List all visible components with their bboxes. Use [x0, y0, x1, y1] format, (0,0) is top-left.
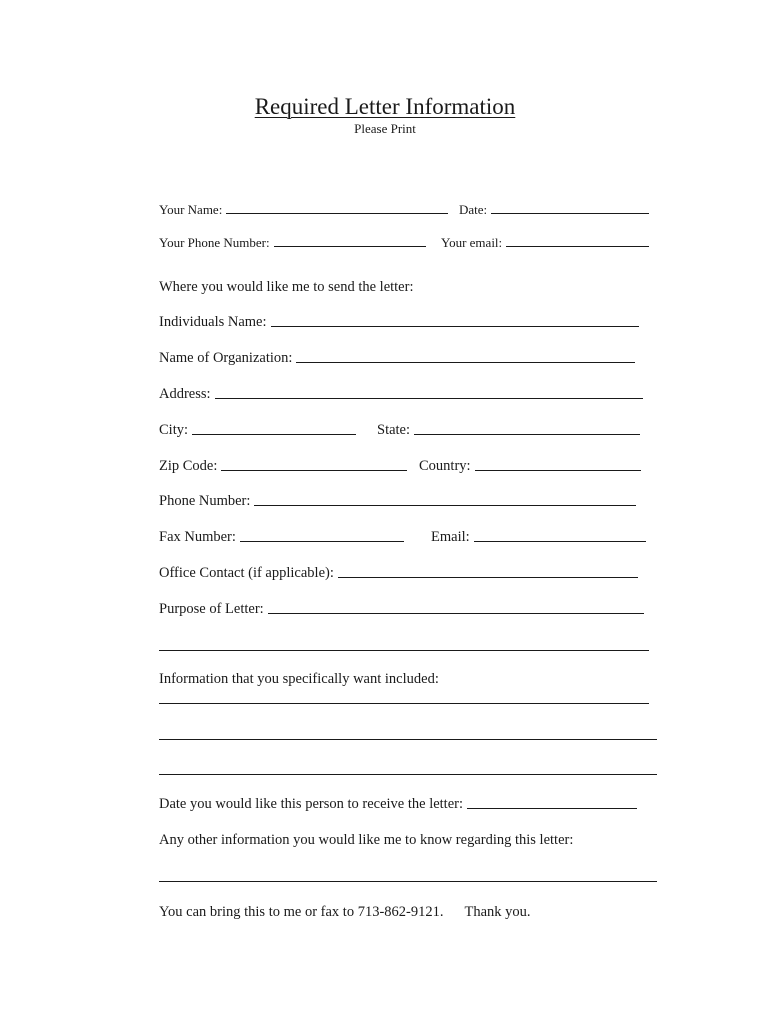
- purpose-line[interactable]: [268, 612, 644, 614]
- address-field[interactable]: [159, 386, 643, 403]
- organization-line[interactable]: [296, 361, 635, 363]
- office-contact-label: Office Contact (if applicable):: [159, 565, 334, 581]
- individual-name-label: Individuals Name:: [159, 314, 267, 330]
- state-label: State:: [377, 422, 411, 438]
- your-name-label: Your Name:: [159, 202, 223, 217]
- email-field[interactable]: [431, 529, 646, 546]
- other-info-line[interactable]: [159, 881, 657, 882]
- receive-date-line[interactable]: [467, 807, 637, 809]
- receive-date-label: Date you would like this person to receive the letter:: [159, 796, 464, 812]
- date-label: Date:: [459, 202, 488, 217]
- fax-number-field[interactable]: [159, 529, 404, 546]
- address-label: Address:: [159, 386, 211, 402]
- phone-number-line[interactable]: [254, 504, 636, 506]
- state-field[interactable]: [377, 422, 640, 439]
- zip-field[interactable]: [159, 458, 407, 475]
- page-subtitle: Please Print: [354, 121, 416, 136]
- your-email-field[interactable]: [441, 235, 649, 251]
- country-label: Country:: [419, 458, 471, 474]
- office-contact-field[interactable]: [159, 565, 638, 582]
- your-phone-field[interactable]: [159, 235, 426, 251]
- individual-name-line[interactable]: [271, 325, 639, 327]
- office-contact-line[interactable]: [338, 576, 638, 578]
- email-line[interactable]: [474, 540, 646, 542]
- your-name-line[interactable]: [226, 212, 448, 214]
- footer-note: You can bring this to me or fax to 713-862-9121.: [159, 904, 444, 920]
- other-info-label: Any other information you would like me to know regarding this letter:: [159, 832, 574, 848]
- included-info-line-1[interactable]: [159, 703, 649, 704]
- footer-row: [159, 904, 531, 921]
- country-field[interactable]: [419, 458, 641, 475]
- state-line[interactable]: [414, 433, 640, 435]
- date-line[interactable]: [491, 212, 649, 214]
- city-field[interactable]: [159, 422, 356, 439]
- address-line[interactable]: [215, 397, 643, 399]
- zip-label: Zip Code:: [159, 458, 218, 474]
- page-title: Required Letter Information: [254, 94, 516, 119]
- email-label: Email:: [431, 529, 470, 545]
- date-field[interactable]: [459, 202, 649, 218]
- included-info-label: Information that you specifically want included:: [159, 671, 439, 687]
- included-info-line-2[interactable]: [159, 739, 657, 740]
- individual-name-field[interactable]: [159, 314, 639, 331]
- city-line[interactable]: [192, 433, 356, 435]
- your-name-field[interactable]: [159, 202, 448, 218]
- purpose-label: Purpose of Letter:: [159, 601, 264, 617]
- organization-label: Name of Organization:: [159, 350, 293, 366]
- organization-field[interactable]: [159, 350, 635, 367]
- your-phone-line[interactable]: [274, 245, 426, 247]
- country-line[interactable]: [475, 469, 641, 471]
- your-email-label: Your email:: [441, 235, 503, 250]
- send-to-intro: Where you would like me to send the letter:: [159, 279, 414, 295]
- your-phone-label: Your Phone Number:: [159, 235, 270, 250]
- your-email-line[interactable]: [506, 245, 649, 247]
- phone-number-label: Phone Number:: [159, 493, 251, 509]
- footer-thanks: Thank you.: [464, 904, 531, 920]
- included-info-line-3[interactable]: [159, 774, 657, 775]
- phone-number-field[interactable]: [159, 493, 636, 510]
- purpose-field[interactable]: [159, 601, 644, 618]
- purpose-extra-line[interactable]: [159, 650, 649, 651]
- receive-date-field[interactable]: [159, 796, 637, 813]
- zip-line[interactable]: [221, 469, 407, 471]
- city-label: City:: [159, 422, 189, 438]
- fax-number-label: Fax Number:: [159, 529, 236, 545]
- fax-number-line[interactable]: [240, 540, 404, 542]
